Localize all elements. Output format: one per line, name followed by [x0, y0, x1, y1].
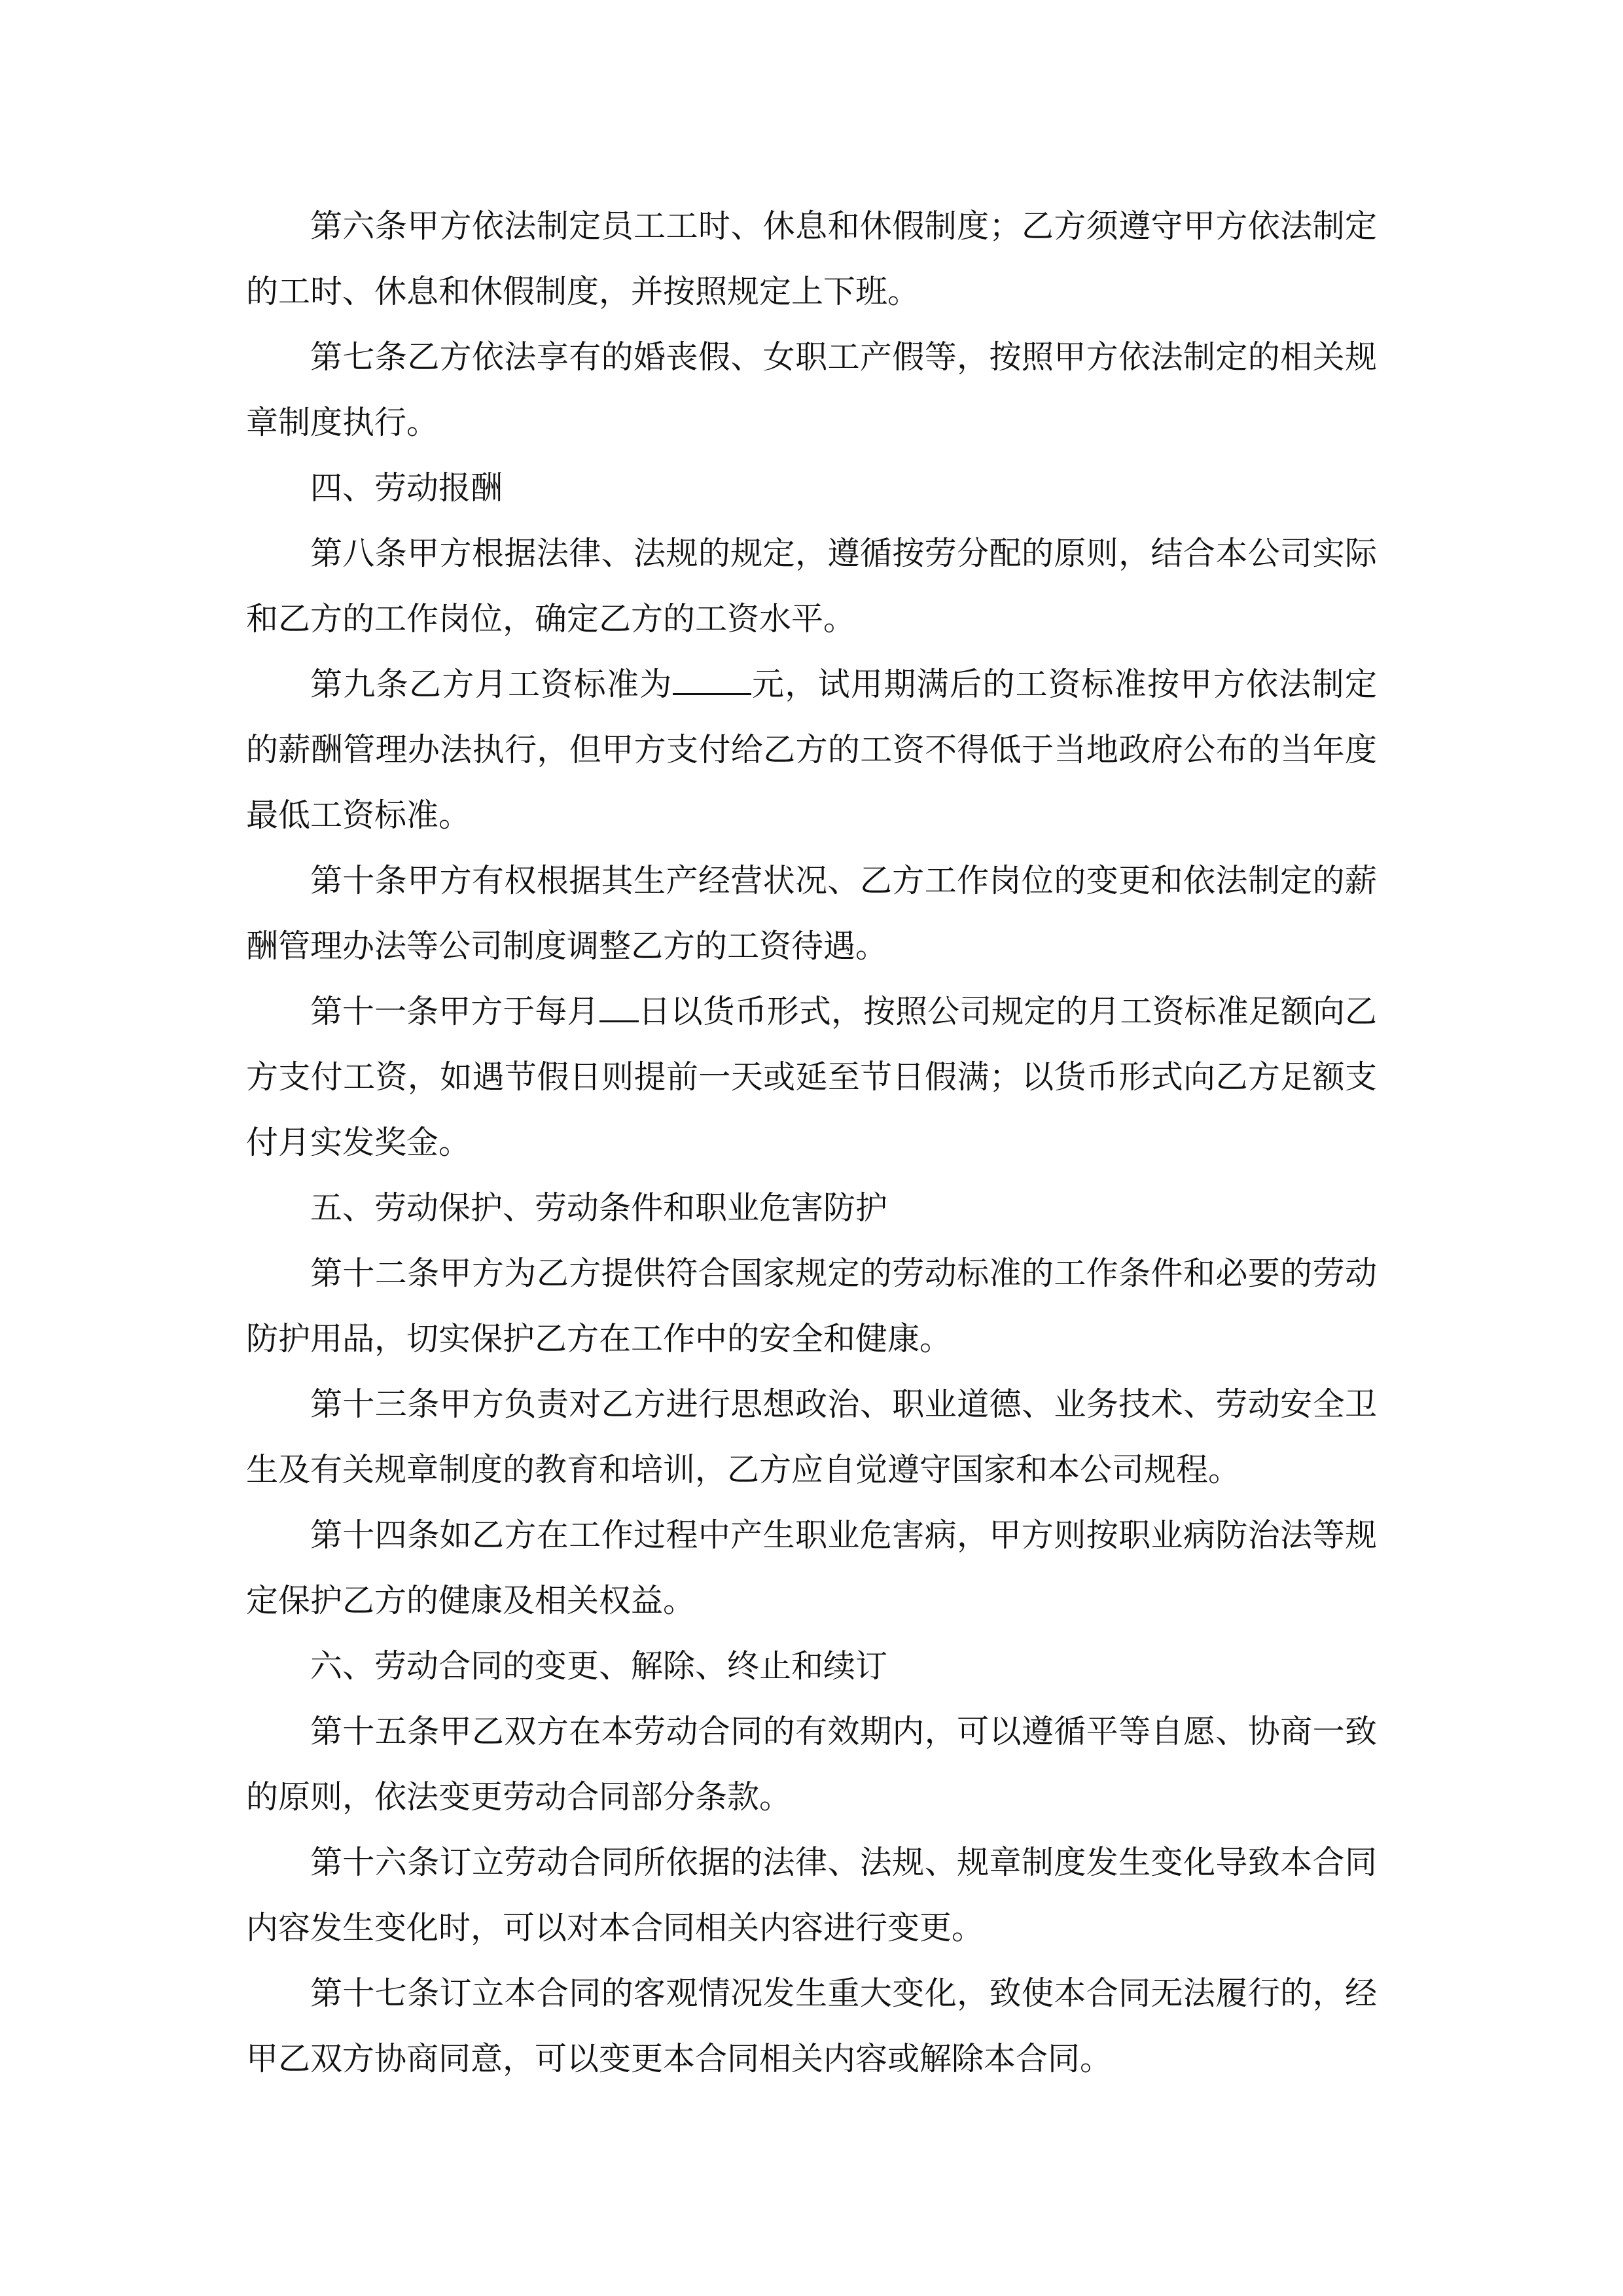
article-11-text-before: 第十一条甲方于每月: [310, 993, 599, 1030]
article-15: 第十五条甲乙双方在本劳动合同的有效期内，可以遵循平等自愿、协商一致的原则，依法变更劳动合同部分条款。: [246, 1713, 1377, 1816]
article-16: 第十六条订立劳动合同所依据的法律、法规、规章制度发生变化导致本合同内容发生变化时，可以对本合同相关内容进行变更。: [246, 1844, 1377, 1946]
article-10: 第十条甲方有权根据其生产经营状况、乙方工作岗位的变更和依法制定的薪酬管理办法等公司制度调整乙方的工资待遇。: [246, 862, 1377, 965]
article-13: 第十三条甲方负责对乙方进行思想政治、职业道德、业务技术、劳动安全卫生及有关规章制度的教育和培训，乙方应自觉遵守国家和本公司规程。: [246, 1386, 1377, 1488]
article-11: [246, 979, 1377, 1175]
article-17: 第十七条订立本合同的客观情况发生重大变化，致使本合同无法履行的，经甲乙双方协商同意，可以变更本合同相关内容或解除本合同。: [246, 1975, 1377, 2077]
payday-blank: [599, 992, 639, 1022]
article-9-text-after: 元，试用期满后的工资标准按甲方依法制定的薪酬管理办法执行，但甲方支付给乙方的工资不得低于当地政府公布的当年度最低工资标准。: [246, 666, 1377, 834]
article-9: [246, 652, 1377, 848]
article-7: 第七条乙方依法享有的婚丧假、女职工产假等，按照甲方依法制定的相关规章制度执行。: [246, 338, 1377, 441]
section-heading-5: 五、劳动保护、劳动条件和职业危害防护: [310, 1189, 888, 1227]
article-9-text-before: 第九条乙方月工资标准为: [310, 666, 673, 703]
section-heading-6: 六、劳动合同的变更、解除、终止和续订: [310, 1647, 888, 1685]
article-11-text-after: 日以货币形式，按照公司规定的月工资标准足额向乙方支付工资，如遇节假日则提前一天或延至节日假满；以货币形式向乙方足额支付月实发奖金。: [246, 993, 1377, 1161]
article-14: 第十四条如乙方在工作过程中产生职业危害病，甲方则按职业病防治法等规定保护乙方的健康及相关权益。: [246, 1516, 1377, 1619]
article-6: 第六条甲方依法制定员工工时、休息和休假制度；乙方须遵守甲方依法制定的工时、休息和休假制度，并按照规定上下班。: [246, 207, 1377, 310]
document-body: [246, 194, 1377, 2092]
article-8: 第八条甲方根据法律、法规的规定，遵循按劳分配的原则，结合本公司实际和乙方的工作岗位，确定乙方的工资水平。: [246, 535, 1377, 637]
salary-blank: [673, 664, 751, 695]
article-12: 第十二条甲方为乙方提供符合国家规定的劳动标准的工作条件和必要的劳动防护用品，切实保护乙方在工作中的安全和健康。: [246, 1255, 1377, 1357]
section-heading-4: 四、劳动报酬: [310, 469, 503, 507]
